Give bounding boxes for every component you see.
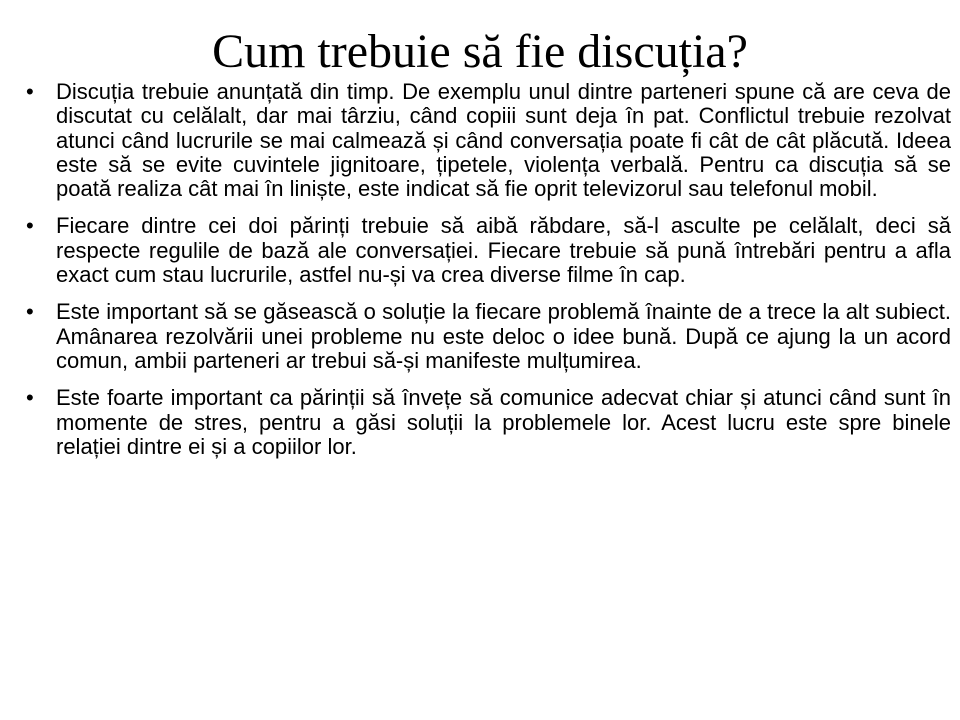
bullet-item (26, 386, 951, 459)
bullet-text: Este foarte important ca părinții să învețe să comunice adecvat chiar și atunci când sunt în momente de stres, pentru a găsi soluții la problemele lor. Acest lucru este spre binele relației dintre ei și a copiilor lor. (56, 385, 951, 459)
bullet-icon: • (26, 299, 34, 325)
bullet-item (26, 80, 951, 201)
bullet-list (26, 80, 951, 472)
bullet-text: Este important să se găsească o soluție la fiecare problemă înainte de a trece la alt subiect. Amânarea rezolvării unei probleme nu este deloc o idee bună. După ce ajung la un acord comun, ambii parteneri ar trebui să-și manifeste mulțumirea. (56, 299, 951, 373)
bullet-text: Fiecare dintre cei doi părinți trebuie să aibă răbdare, să-l asculte pe celălalt, deci să respecte regulile de bază ale conversației. Fiecare trebuie să pună întrebări pentru a afla exact cum stau lucrurile, astfel nu-și va crea diverse filme în cap. (56, 213, 951, 288)
slide-title: Cum trebuie să fie discuția? (212, 25, 748, 78)
bullet-item (26, 214, 951, 287)
bullet-icon: • (26, 79, 34, 104)
bullet-icon: • (26, 385, 34, 411)
bullet-icon: • (26, 213, 34, 239)
bullet-item (26, 300, 951, 373)
bullet-text: Discuția trebuie anunțată din timp. De exemplu unul dintre parteneri spune că are ceva de discutat cu celălalt, dar mai târziu, când copiii sunt deja în pat. Conflictul trebuie rezolvat atunci când lucrurile se mai calmează și când conversația poate fi cât de cât plăcută. Ideea este să se evite cuvintele jignitoare, țipetele, violența verbală. Pentru ca discuția să se poată realiza cât mai în liniște, este indicat să fie oprit televizorul sau telefonul mobil. (56, 79, 951, 202)
